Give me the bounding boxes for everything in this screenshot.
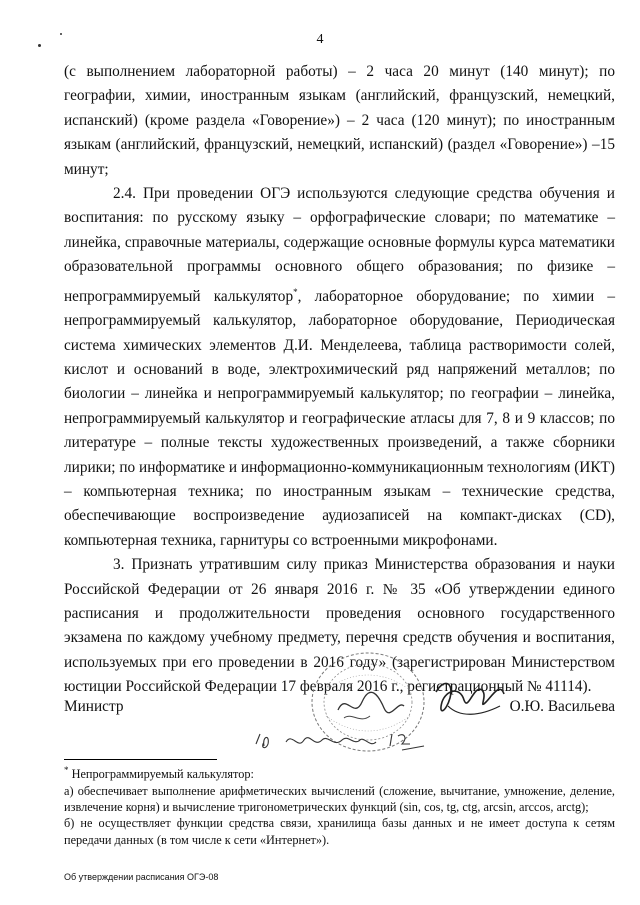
- footnote-mark: *: [64, 765, 69, 775]
- footnote-item-a: а) обеспечивает выполнение арифметических вычислений (сложение, вычитание, умножение, деление, извлечение корня) и вычисление тригонометрических функций (sin, cos, tg, ctg, arcsin, arccos, arctg);: [64, 783, 615, 814]
- paragraph-3: 3. Признать утратившим силу приказ Министерства образования и науки Российской Федерации от 26 января 2016 г. № 35 «Об утверждении единого расписания и продолжительности проведения основного государственного экзамена по каждому учебному предмету, перечня средств обучения и воспитания, используемых при его проведении в 2016 году» (зарегистрирован Министерством юстиции Российской Федерации 17 февраля 2016 г., регистрационный № 41114).: [64, 556, 615, 696]
- signer-name: О.Ю. Васильева: [509, 698, 615, 715]
- footnote-separator: [64, 759, 217, 760]
- signer-position: Министр: [64, 698, 124, 715]
- paragraph-duration-continued: (с выполнением лабораторной работы) – 2 часа 20 минут (140 минут); по географии, химии, иностранным языкам (английский, французский, немецкий, испанский) (кроме раздела «Говорение») – 2 часа (120 минут); по иностранным языкам (английский, французский, немецкий, испанский) (раздел «Говорение») –15 минут;: [64, 63, 615, 178]
- signature-block: [64, 698, 615, 728]
- page-number: 4: [316, 32, 324, 47]
- document-body: [64, 60, 615, 700]
- footnote-title: Непрограммируемый калькулятор:: [71, 767, 254, 782]
- paragraph-2-4: [64, 182, 615, 553]
- footnote-title-line: [64, 762, 615, 783]
- document-footer: Об утверждении расписания ОГЭ-08: [64, 872, 219, 882]
- footnote-reference-mark: *: [293, 286, 298, 297]
- paragraph-2-4-part2: , лабораторное оборудование; по химии – непрограммируемый калькулятор, лабораторное оборудование, Периодическая система химических элементов Д.И. Менделеева, таблица растворимости солей, кислот и оснований в воде, электрохимический ряд напряжений металлов; по биологии – линейка и непрограммируемый калькулятор; по географии – линейка, непрограммируемый калькулятор и географические атласы для 7, 8 и 9 классов; по литературе – полные тексты художественных произведений, а также сборники лирики; по информатике и информационно-коммуникационным технологиям (ИКТ) – компьютерная техника; по иностранным языкам – технические средства, обеспечивающие воспроизведение аудиозаписей на компакт-дисках (CD), компьютерная техника, гарнитуры со встроенными микрофонами.: [64, 287, 615, 549]
- footnote-item-b: б) не осуществляет функции средства связи, хранилища базы данных и не имеет доступа к сетям передачи данных (в том числе к сети «Интернет»).: [64, 816, 615, 847]
- footnote: [64, 762, 615, 848]
- paragraph-2-4-part1: 2.4. При проведении ОГЭ используются следующие средства обучения и воспитания: по русскому языку – орфографические словари; по математике – линейка, справочные материалы, содержащие основные формулы курса математики образовательной программы основного общего образования; по физике – непрограммируемый калькулятор: [64, 185, 615, 305]
